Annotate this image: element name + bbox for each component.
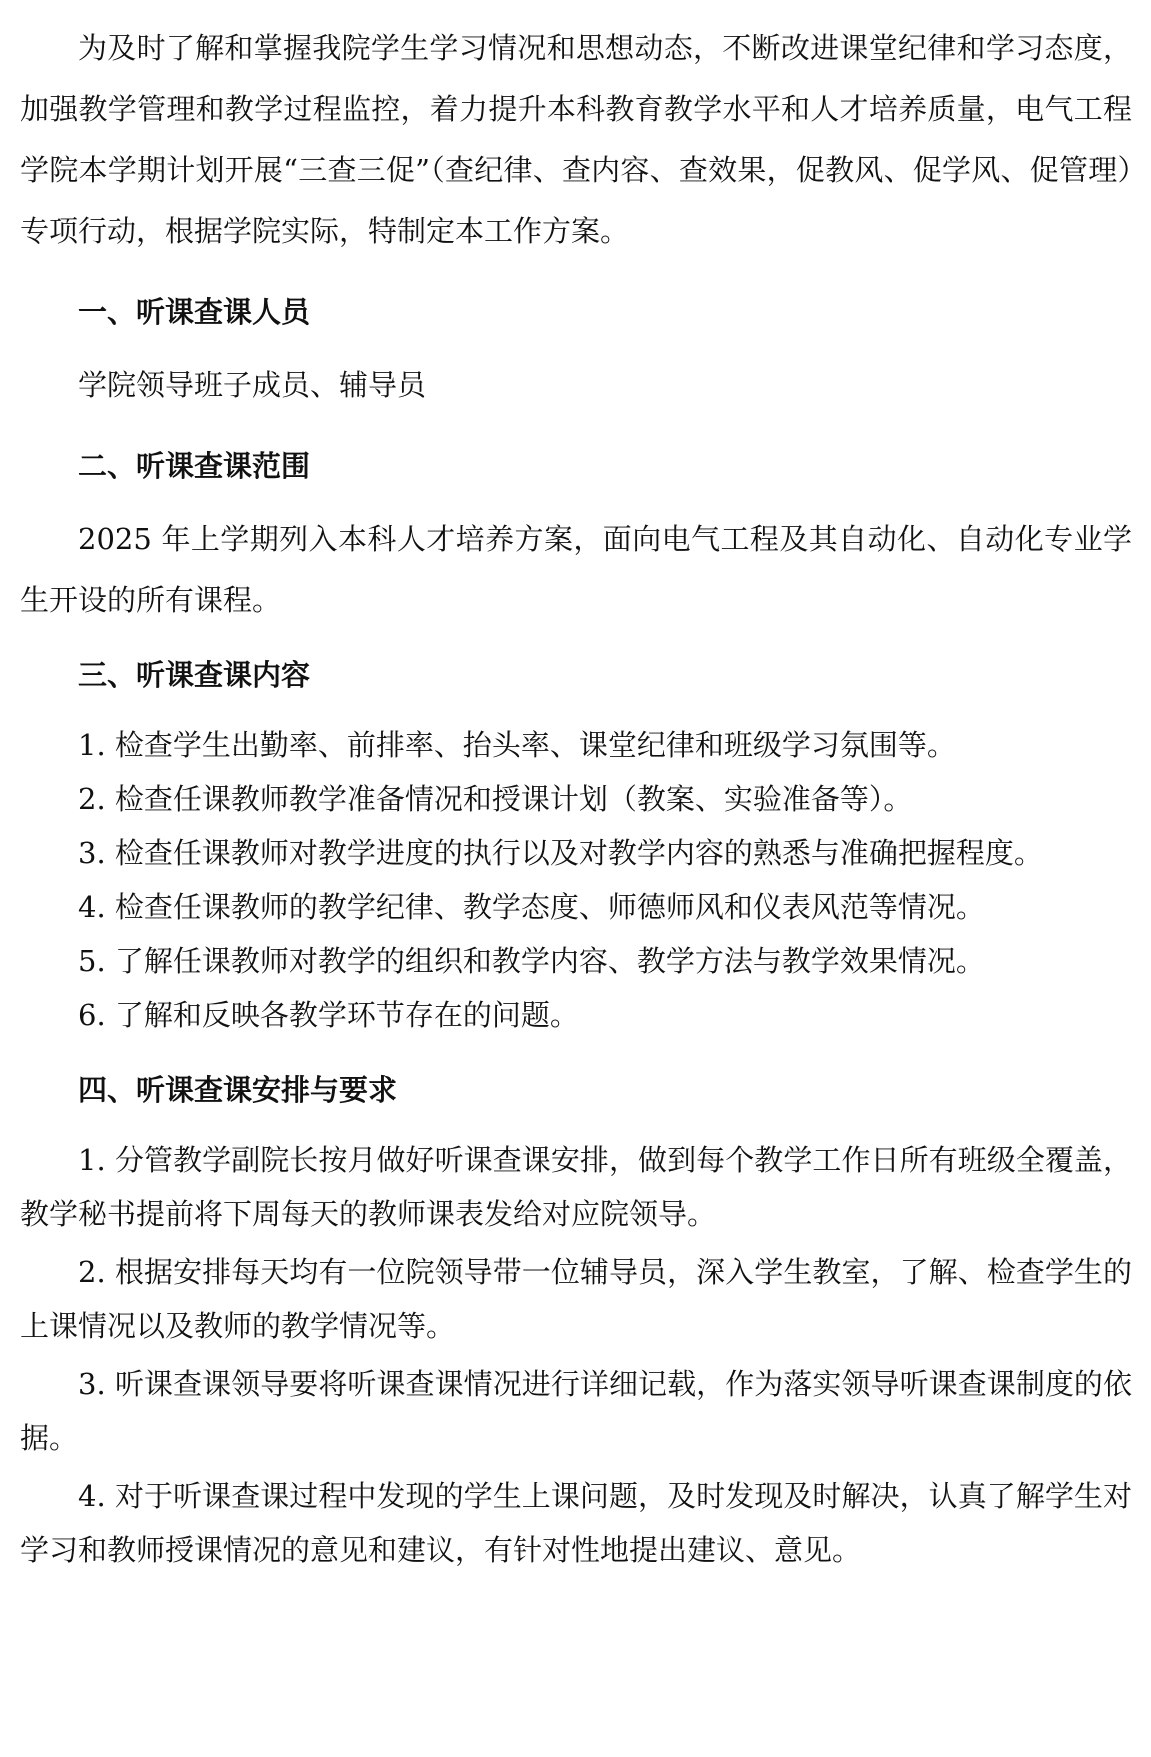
list-item: 4. 检查任课教师的教学纪律、教学态度、师德师风和仪表风范等情况。 xyxy=(78,890,985,924)
list-item: 5. 了解任课教师对教学的组织和教学内容、教学方法与教学效果情况。 xyxy=(78,944,985,978)
intro-paragraph: 为及时了解和掌握我院学生学习情况和思想动态，不断改进课堂纪律和学习态度，加强教学管理和教学过程监控，着力提升本科教育教学水平和人才培养质量，电气工程学院本学期计划开展“三查三促”（查纪律、查内容、查效果，促教风、促学风、促管理）专项行动，根据学院实际，特制定本工作方案。 xyxy=(20,31,1132,248)
list-item: 1. 检查学生出勤率、前排率、抬头率、课堂纪律和班级学习氛围等。 xyxy=(78,728,956,762)
document-page xyxy=(20,18,1132,1577)
list-item: 1. 分管教学副院长按月做好听课查课安排，做到每个教学工作日所有班级全覆盖，教学秘书提前将下周每天的教师课表发给对应院领导。 xyxy=(20,1143,1132,1231)
section1-body: 学院领导班子成员、辅导员 xyxy=(78,368,427,402)
list-item: 3. 检查任课教师对教学进度的执行以及对教学内容的熟悉与准确把握程度。 xyxy=(78,836,1043,870)
section4-list xyxy=(20,1133,1132,1577)
section3-list xyxy=(20,718,1132,1042)
section3-heading: 三、听课查课内容 xyxy=(78,658,311,692)
section2-body: 2025 年上学期列入本科人才培养方案，面向电气工程及其自动化、自动化专业学生开设的所有课程。 xyxy=(20,522,1132,617)
section2-heading: 二、听课查课范围 xyxy=(78,449,311,483)
list-item: 2. 根据安排每天均有一位院领导带一位辅导员，深入学生教室，了解、检查学生的上课情况以及教师的教学情况等。 xyxy=(20,1255,1132,1343)
list-item: 6. 了解和反映各教学环节存在的问题。 xyxy=(78,998,579,1032)
section4-heading: 四、听课查课安排与要求 xyxy=(78,1073,398,1107)
list-item: 2. 检查任课教师教学准备情况和授课计划（教案、实验准备等）。 xyxy=(78,782,913,816)
list-item: 4. 对于听课查课过程中发现的学生上课问题，及时发现及时解决，认真了解学生对学习和教师授课情况的意见和建议，有针对性地提出建议、意见。 xyxy=(20,1479,1132,1567)
list-item: 3. 听课查课领导要将听课查课情况进行详细记载，作为落实领导听课查课制度的依据。 xyxy=(20,1367,1132,1455)
section1-heading: 一、听课查课人员 xyxy=(78,295,311,329)
